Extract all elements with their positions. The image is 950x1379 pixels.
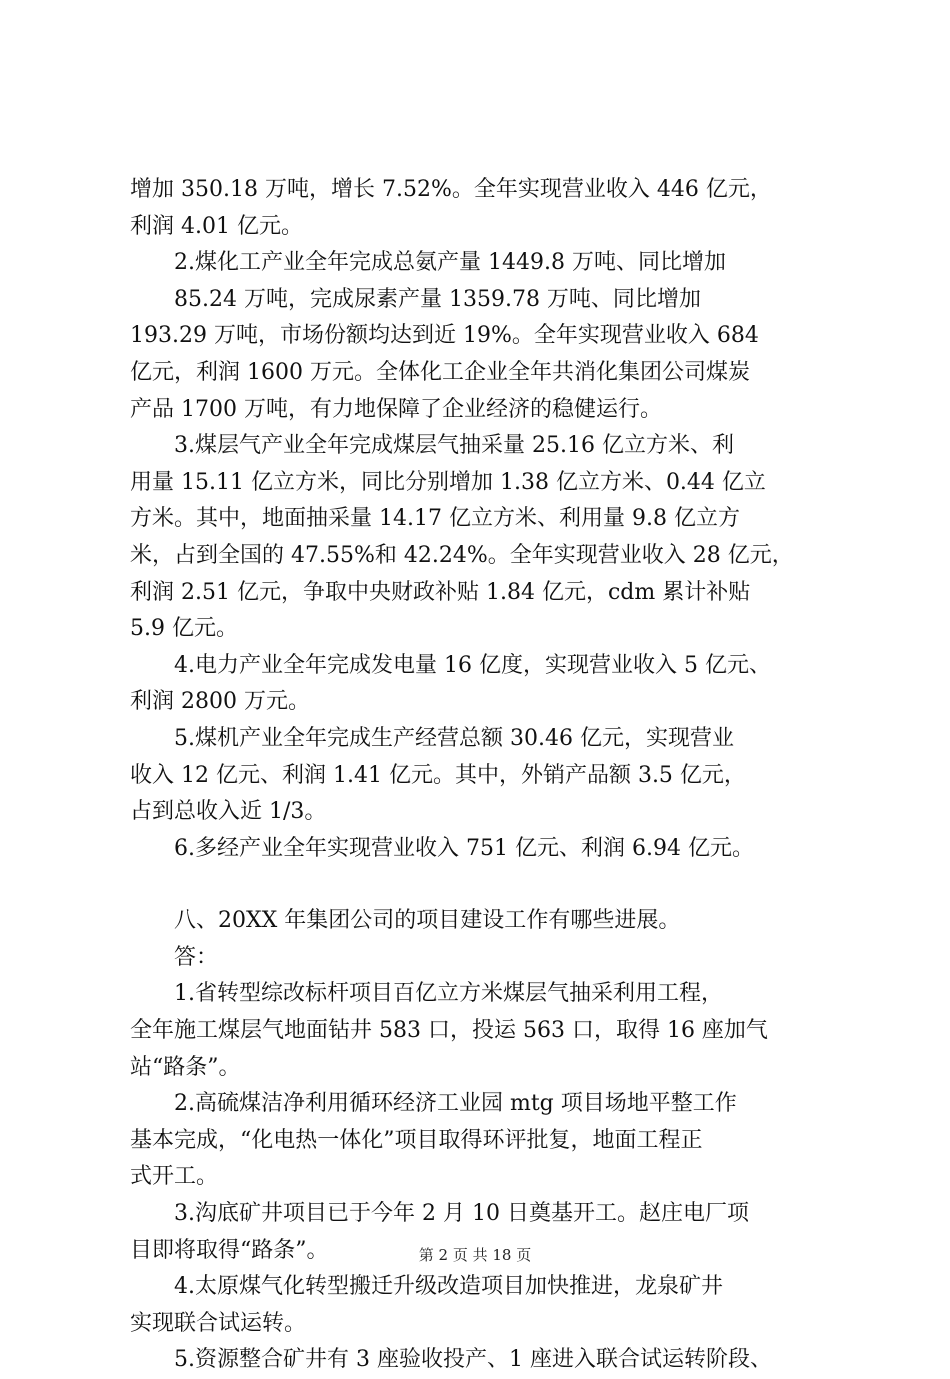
text-line: 米，占到全国的 47.55%和 42.24%。全年实现营业收入 28 亿元， (130, 542, 794, 568)
text-line: 目即将取得“路条”。 (130, 1237, 329, 1263)
text-line: 利润 2.51 亿元，争取中央财政补贴 1.84 亿元，cdm 累计补贴 (130, 579, 751, 605)
text-line: 193.29 万吨，市场份额均达到近 19%。全年实现营业收入 684 (130, 323, 759, 349)
section-heading: 八、20XX 年集团公司的项目建设工作有哪些进展。 (174, 908, 681, 934)
text-line: 增加 350.18 万吨，增长 7.52%。全年实现营业收入 446 亿元， (130, 177, 772, 202)
text-line: 用量 15.11 亿立方米，同比分别增加 1.38 亿立方米、0.44 亿立 (130, 469, 766, 495)
paragraph-start: 1.省转型综改标杆项目百亿立方米煤层气抽采利用工程， (174, 981, 723, 1007)
text-line: 式开工。 (130, 1164, 219, 1190)
text-line: 利润 2800 万元。 (130, 689, 310, 715)
text-line: 实现联合试运转。 (130, 1310, 307, 1336)
paragraph-gap (130, 867, 840, 903)
paragraph-start: 5.煤机产业全年完成生产经营总额 30.46 亿元，实现营业 (174, 725, 734, 751)
text-line: 占到总收入近 1/3。 (130, 799, 327, 825)
paragraph-start: 3.煤层气产业全年完成煤层气抽采量 25.16 亿立方米、利 (174, 433, 734, 459)
paragraph-start: 2.煤化工产业全年完成总氨产量 1449.8 万吨、同比增加 (174, 250, 726, 276)
text-line: 基本完成，“化电热一体化”项目取得环评批复，地面工程正 (130, 1127, 703, 1153)
text-line: 方米。其中，地面抽采量 14.17 亿立方米、利用量 9.8 亿立方 (130, 506, 740, 532)
document-body (130, 172, 840, 1379)
paragraph-start: 4.太原煤气化转型搬迁升级改造项目加快推进，龙泉矿井 (174, 1274, 723, 1300)
paragraph-start: 2.高硫煤洁净利用循环经济工业园 mtg 项目场地平整工作 (174, 1091, 737, 1117)
text-line: 站“路条”。 (130, 1054, 241, 1080)
text-line: 收入 12 亿元、利润 1.41 亿元。其中，外销产品额 3.5 亿元， (130, 762, 746, 788)
text-line: 利润 4.01 亿元。 (130, 213, 303, 239)
text-line: 产品 1700 万吨，有力地保障了企业经济的稳健运行。 (130, 396, 662, 422)
answer-label: 答： (174, 944, 219, 970)
text-line: 5.9 亿元。 (130, 616, 238, 642)
text-line: 亿元，利润 1600 万元。全体化工企业全年共消化集团公司煤炭 (130, 359, 750, 385)
page-footer: 第 2 页 共 18 页 (418, 1246, 532, 1264)
paragraph-start: 5.资源整合矿井有 3 座验收投产、1 座进入联合试运转阶段、 (174, 1347, 772, 1373)
text-line: 85.24 万吨，完成尿素产量 1359.78 万吨、同比增加 (174, 286, 701, 312)
paragraph-start: 4.电力产业全年完成发电量 16 亿度，实现营业收入 5 亿元、 (174, 652, 771, 678)
paragraph-start: 3.沟底矿井项目已于今年 2 月 10 日奠基开工。赵庄电厂项 (174, 1201, 749, 1227)
text-line: 全年施工煤层气地面钻井 583 口，投运 563 口，取得 16 座加气 (130, 1018, 768, 1044)
paragraph-start: 6.多经产业全年实现营业收入 751 亿元、利润 6.94 亿元。 (174, 835, 754, 861)
